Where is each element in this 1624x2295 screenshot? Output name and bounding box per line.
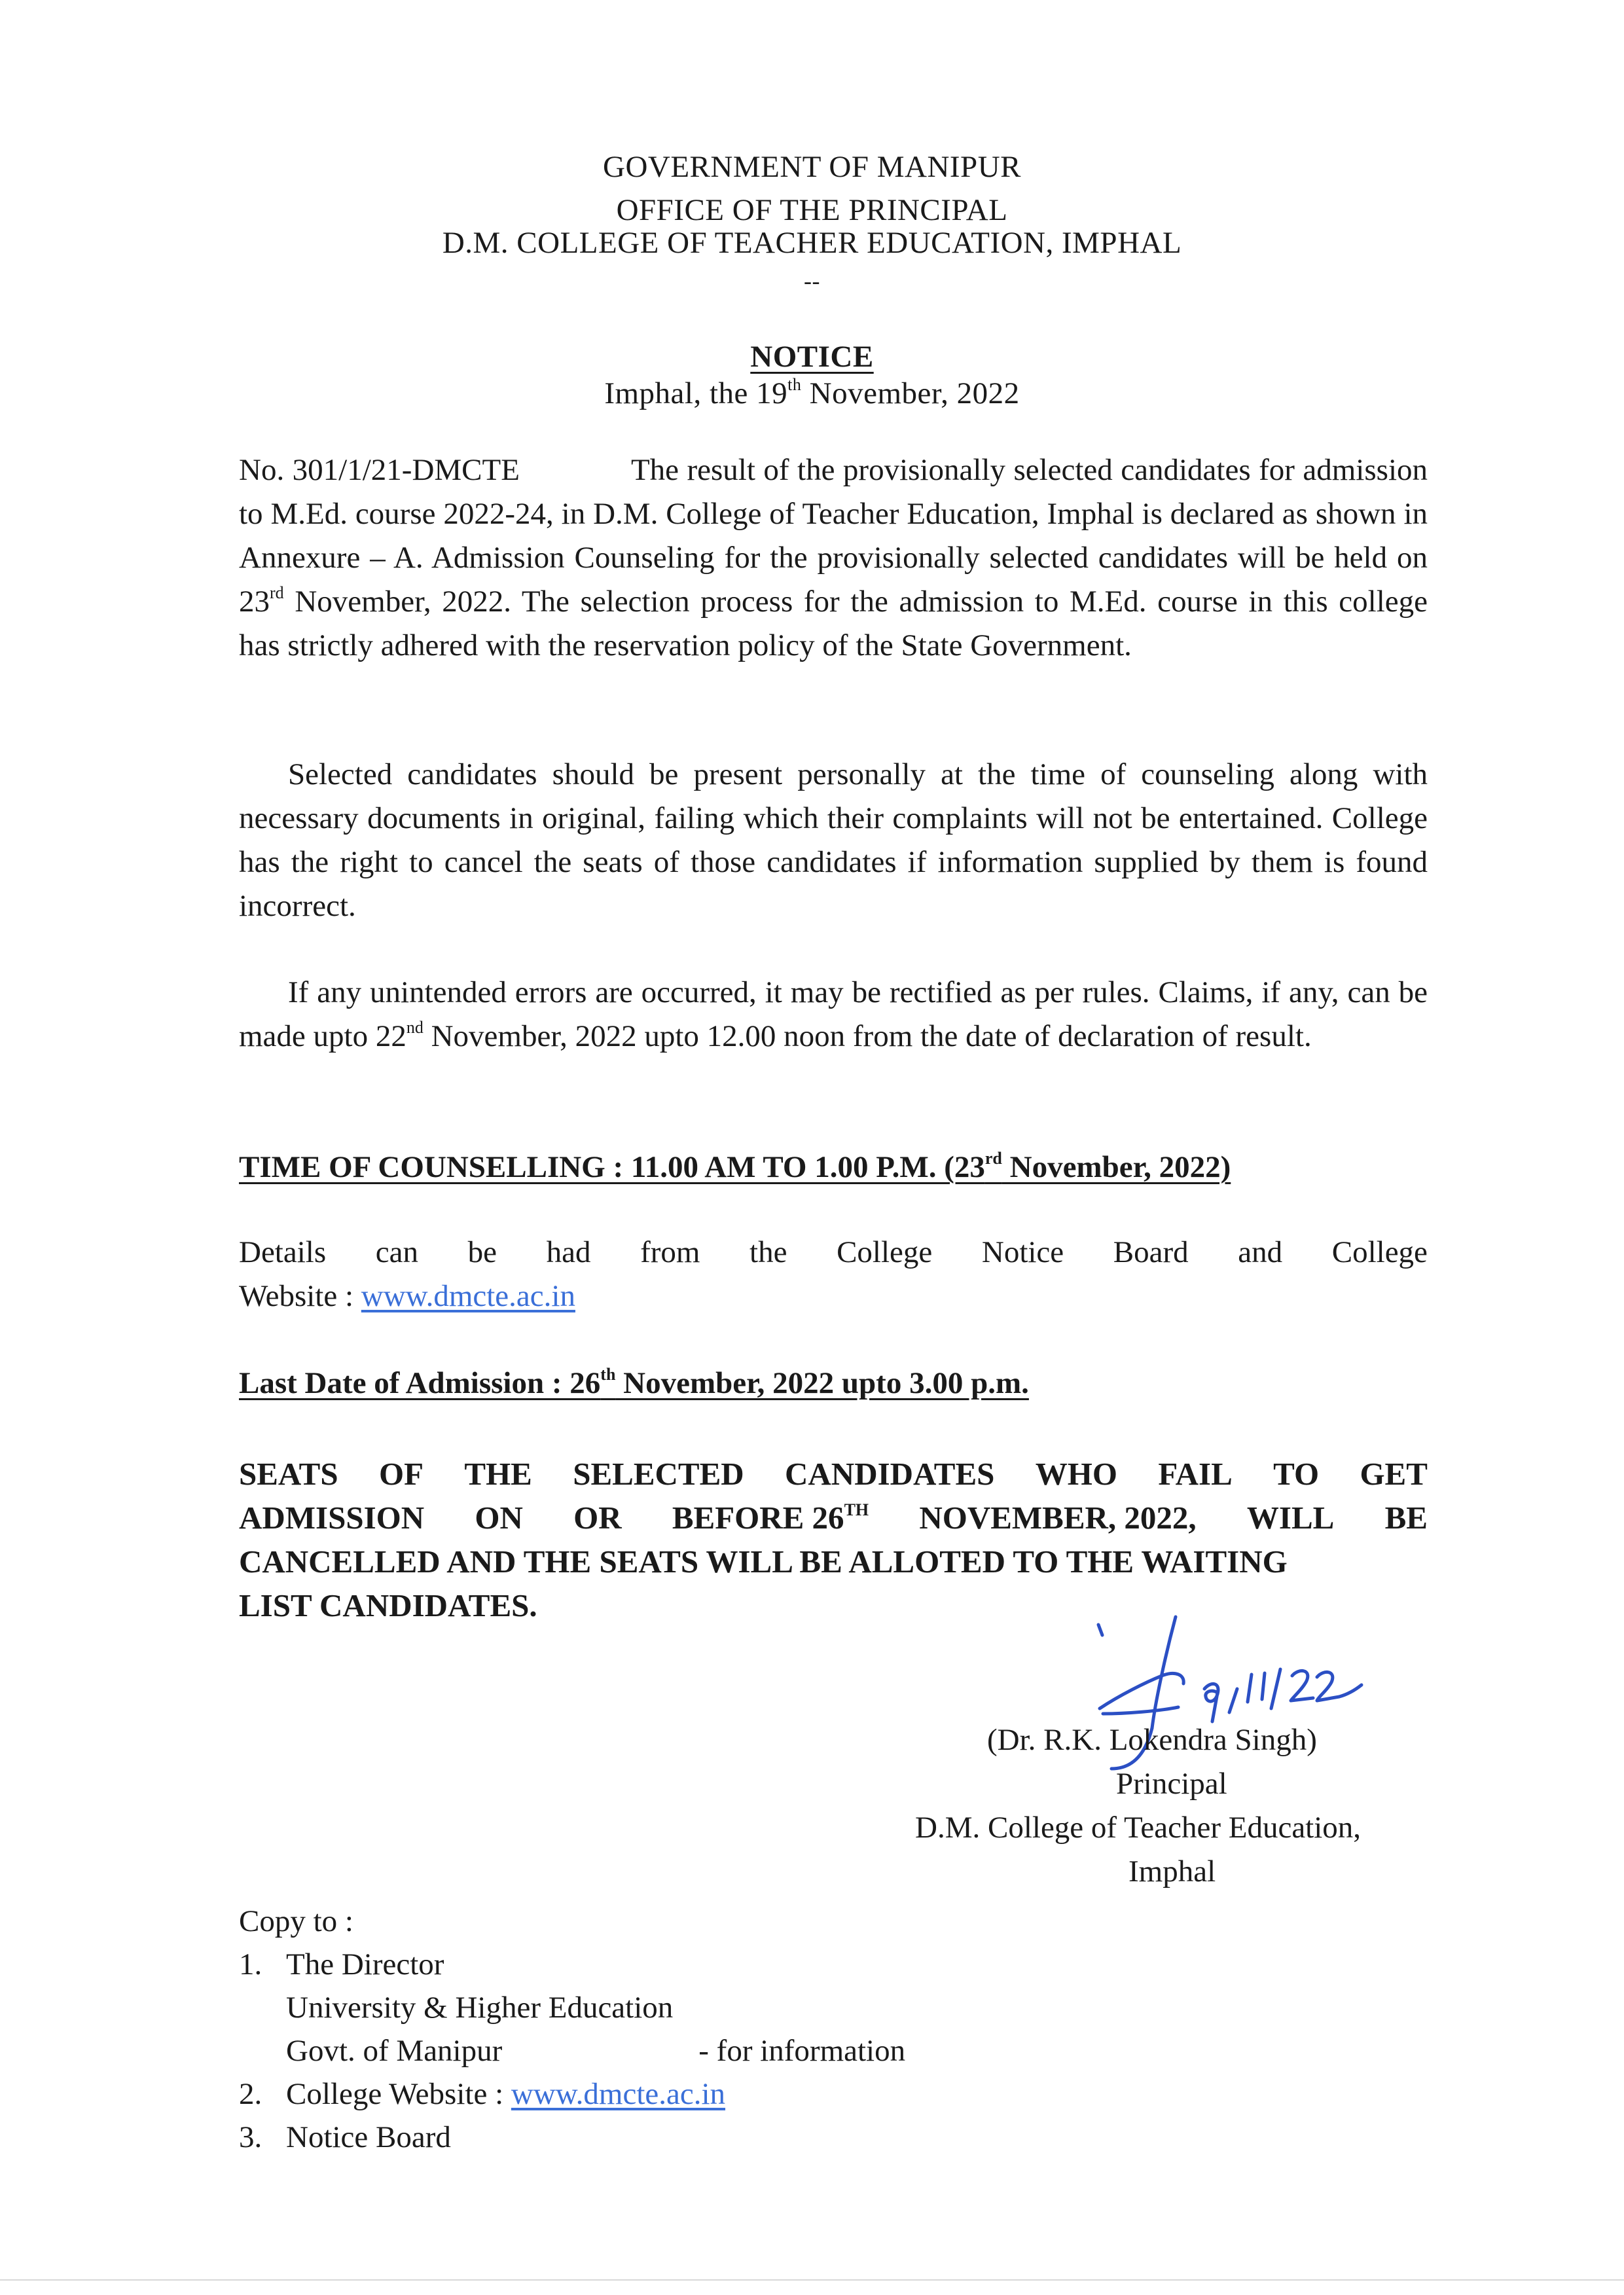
copy-to-label: Copy to : — [239, 1904, 353, 1938]
scan-edge-line — [0, 2279, 1624, 2281]
warning-word: FAIL — [1158, 1456, 1233, 1492]
warning-word: NOVEMBER, 2022, — [919, 1500, 1197, 1536]
reference-number: No. 301/1/21-DMCTE — [239, 453, 520, 487]
details-word: College — [837, 1235, 933, 1269]
details-word: the — [749, 1235, 787, 1269]
copy-to-website-link[interactable]: www.dmcte.ac.in — [511, 2077, 726, 2111]
details-word: Notice — [981, 1235, 1064, 1269]
signatory-institution: D.M. College of Teacher Education, — [915, 1811, 1362, 1845]
website-link[interactable]: www.dmcte.ac.in — [361, 1279, 575, 1313]
notice-date-prefix: Imphal, the 19 — [604, 376, 788, 410]
copy-to-note: - for information — [698, 2034, 906, 2068]
copy-to-recipient-line: The Director — [286, 1947, 444, 1981]
warning-word: ADMISSION — [239, 1500, 425, 1536]
counselling-time-sup: rd — [984, 1149, 1002, 1168]
details-line-1 — [239, 1231, 1428, 1274]
details-word: be — [467, 1235, 497, 1269]
header-separator: -- — [804, 268, 820, 294]
copy-to-notice-board: Notice Board — [286, 2120, 451, 2154]
warning-word: WHO — [1035, 1456, 1117, 1492]
warning-word: TO — [1273, 1456, 1320, 1492]
paragraph-counseling-presence-text: Selected candidates should be present personally at the time of counseling along with necessary documents in original, failing which their complaints will not be entertained. College has the right to cancel the seats of those candidates if information supplied by them is found incorrect. — [239, 757, 1428, 923]
copy-to-item-number: 1. — [239, 1947, 262, 1981]
paragraph-result-text-a: The result of the provisionally selected candidates for admission to M.Ed. course 2022-24, in D.M. College of Teacher Education, Imphal is declared as shown in Annexure – A. Admission Counseling for the provisionally selected candidates will be held on 23 — [239, 453, 1428, 619]
warning-date-prefix: BEFORE 26 — [672, 1500, 844, 1536]
details-line-2 — [239, 1274, 1428, 1318]
warning-line-2 — [239, 1496, 1428, 1540]
notice-date — [0, 372, 1624, 415]
copy-to-recipient-line — [286, 2029, 905, 2072]
warning-date-sup: TH — [844, 1500, 869, 1519]
warning-word: CANDIDATES — [785, 1456, 995, 1492]
warning-line-4: LIST CANDIDATES. — [239, 1587, 537, 1623]
paragraph-result — [239, 448, 1428, 668]
copy-to-recipient-text: Govt. of Manipur — [286, 2034, 503, 2068]
warning-word: GET — [1360, 1456, 1428, 1492]
notice-title-text: NOTICE — [750, 340, 874, 374]
copy-to-list — [239, 1943, 905, 2159]
warning-word: OF — [378, 1456, 424, 1492]
warning-word — [672, 1496, 869, 1540]
copy-to-item — [239, 2072, 905, 2116]
copy-to-section — [239, 1900, 905, 2159]
warning-word: THE — [464, 1456, 532, 1492]
details-paragraph — [239, 1231, 1428, 1318]
header-government: GOVERNMENT OF MANIPUR — [603, 150, 1021, 184]
last-date-text-a: Last Date of Admission : 26 — [239, 1366, 601, 1400]
paragraph-counseling-presence — [239, 753, 1428, 928]
header-college: D.M. COLLEGE OF TEACHER EDUCATION, IMPHAL — [442, 226, 1182, 260]
details-word: and — [1238, 1235, 1283, 1269]
details-word: can — [375, 1235, 418, 1269]
paragraph-result-text-b: November, 2022. The selection process for the admission to M.Ed. course in this college has strictly adhered with the reservation policy of the State Government. — [239, 585, 1428, 662]
copy-to-item-number: 3. — [239, 2120, 262, 2154]
warning-line-3: CANCELLED AND THE SEATS WILL BE ALLOTED TO THE WAITING — [239, 1544, 1288, 1580]
copy-to-item-number: 2. — [239, 2077, 262, 2111]
warning-word: SEATS — [239, 1456, 338, 1492]
warning-word: BE — [1384, 1500, 1428, 1536]
details-word: Details — [239, 1235, 327, 1269]
counselling-time — [239, 1146, 1428, 1189]
notice-date-sup: th — [787, 375, 802, 394]
copy-to-item — [239, 2116, 905, 2159]
header-office: OFFICE OF THE PRINCIPAL — [616, 193, 1008, 227]
copy-to-website-label: College Website : — [286, 2077, 511, 2111]
warning-word: ON — [475, 1500, 523, 1536]
counselling-time-text-a: TIME OF COUNSELLING : 11.00 AM TO 1.00 P.M. (23 — [239, 1150, 985, 1184]
signatory-name: (Dr. R.K. Lokendra Singh) — [987, 1723, 1317, 1757]
paragraph-claims — [239, 971, 1428, 1058]
signatory-designation: Principal — [1116, 1767, 1227, 1801]
copy-to-recipient-line: University & Higher Education — [286, 1991, 674, 2025]
details-word: had — [546, 1235, 591, 1269]
details-word: from — [640, 1235, 700, 1269]
warning-word: SELECTED — [573, 1456, 744, 1492]
details-word: College — [1331, 1235, 1428, 1269]
website-label: Website : — [239, 1279, 361, 1313]
warning-word: OR — [573, 1500, 622, 1536]
paragraph-result-sup: rd — [270, 583, 284, 602]
notice-date-suffix: November, 2022 — [801, 376, 1020, 410]
paragraph-claims-text-a: If any unintended errors are occurred, it may be rectified as per rules. Claims, if any, can be made upto 22 — [239, 975, 1428, 1053]
paragraph-claims-text-b: November, 2022 upto 12.00 noon from the date of declaration of result. — [423, 1019, 1312, 1053]
copy-to-item — [239, 1943, 905, 2072]
last-date-admission — [239, 1362, 1428, 1405]
last-date-sup: th — [600, 1365, 616, 1384]
paragraph-claims-sup: nd — [406, 1018, 424, 1037]
warning-line-1 — [239, 1452, 1428, 1496]
counselling-time-text-b: November, 2022) — [1001, 1150, 1231, 1184]
details-word: Board — [1113, 1235, 1189, 1269]
last-date-text-b: November, 2022 upto 3.00 p.m. — [615, 1366, 1029, 1400]
signatory-place: Imphal — [1128, 1854, 1216, 1888]
warning-word: WILL — [1246, 1500, 1335, 1536]
